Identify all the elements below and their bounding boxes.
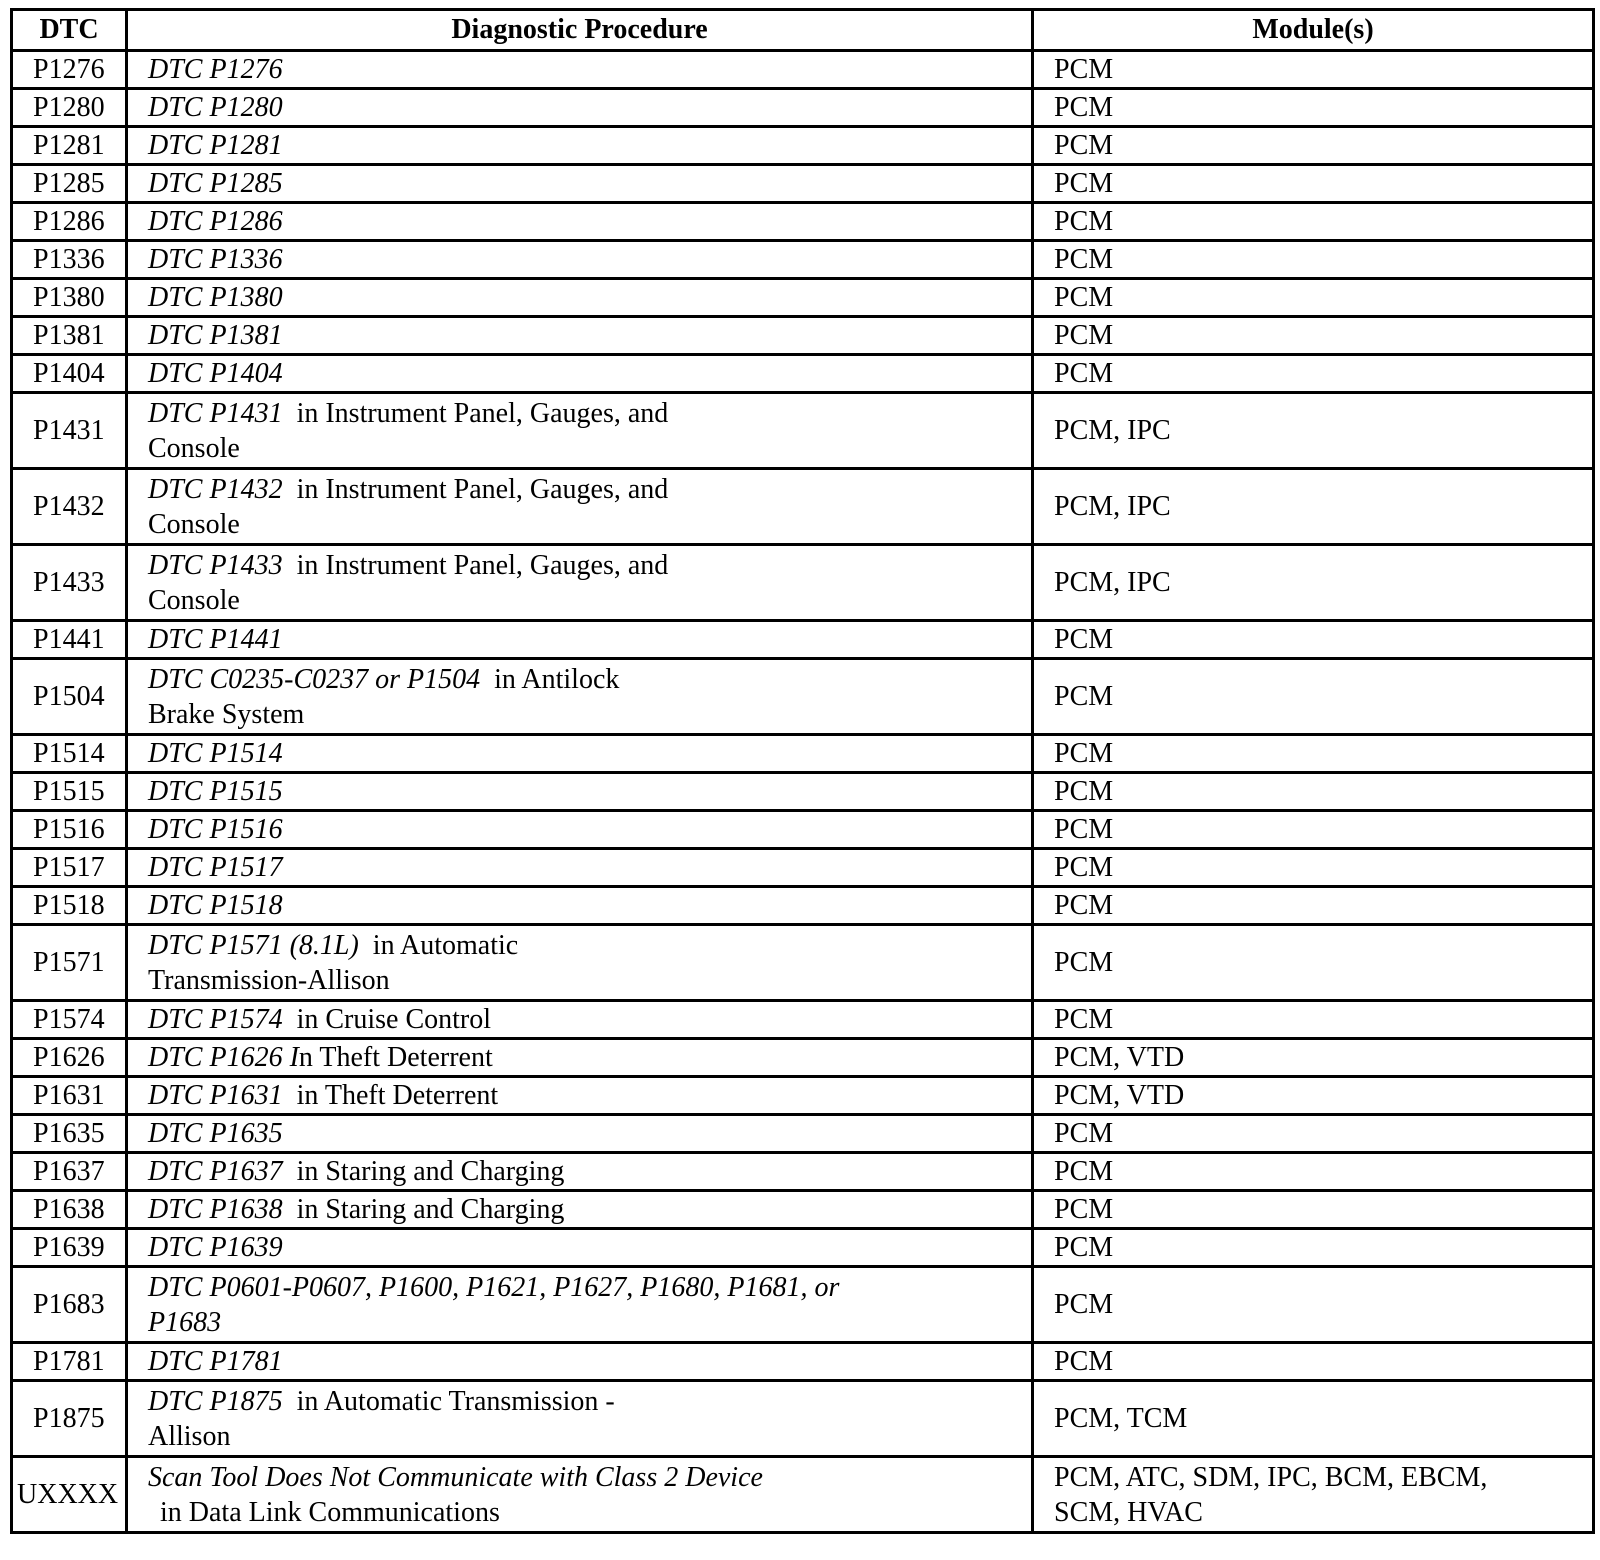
diagnostic-procedure: [127, 1077, 1033, 1115]
modules-line: PCM: [1054, 320, 1114, 351]
dtc-code: P1514: [12, 735, 127, 773]
dtc-code: P1280: [12, 89, 127, 127]
spacer: [359, 930, 373, 961]
procedure-line: [148, 280, 1023, 315]
diagnostic-procedure: [127, 203, 1033, 241]
procedure-link[interactable]: DTC P1380: [148, 282, 283, 313]
table-row: [12, 51, 1594, 89]
table-row: [12, 1381, 1594, 1457]
procedure-line: [148, 1230, 1023, 1265]
procedure-link[interactable]: DTC P1781: [148, 1346, 283, 1377]
spacer: [283, 1004, 297, 1035]
modules: [1033, 1153, 1594, 1191]
procedure-link[interactable]: DTC P1574: [148, 1004, 283, 1035]
modules: [1033, 1039, 1594, 1077]
modules-line: PCM: [1054, 890, 1114, 921]
procedure-link[interactable]: DTC P1875: [148, 1385, 283, 1417]
dtc-code: P1517: [12, 849, 127, 887]
diagnostic-procedure: [127, 811, 1033, 849]
procedure-link[interactable]: DTC P1516: [148, 814, 283, 845]
modules: [1033, 1343, 1594, 1381]
dtc-table: [10, 8, 1595, 1534]
modules-line: PCM: [1054, 681, 1114, 712]
table-row: [12, 279, 1594, 317]
modules-line: PCM: [1054, 1156, 1114, 1187]
diagnostic-procedure: [127, 1039, 1033, 1077]
table-row: [12, 1001, 1594, 1039]
diagnostic-procedure: [127, 1191, 1033, 1229]
dtc-code: P1281: [12, 127, 127, 165]
procedure-line: [148, 622, 1023, 657]
spacer: [283, 550, 297, 581]
modules-line: PCM: [1054, 624, 1114, 655]
dtc-code: P1631: [12, 1077, 127, 1115]
spacer: [283, 1080, 297, 1111]
dtc-code: P1504: [12, 659, 127, 735]
dtc-code: P1336: [12, 241, 127, 279]
diagnostic-procedure: [127, 241, 1033, 279]
modules: [1033, 203, 1594, 241]
modules: [1033, 127, 1594, 165]
table-row: [12, 1267, 1594, 1343]
diagnostic-procedure: [127, 621, 1033, 659]
procedure-location: in Automatic: [372, 929, 519, 961]
modules: [1033, 1191, 1594, 1229]
procedure-link[interactable]: DTC P1432: [148, 473, 283, 505]
dtc-code: P1380: [12, 279, 127, 317]
diagnostic-procedure: [127, 393, 1033, 469]
modules: [1033, 1115, 1594, 1153]
procedure-link[interactable]: DTC P1518: [148, 890, 283, 921]
procedure-line: [148, 1078, 1023, 1113]
diagnostic-procedure: [127, 773, 1033, 811]
diagnostic-procedure: [127, 165, 1033, 203]
table-row: [12, 1153, 1594, 1191]
dtc-code: P1875: [12, 1381, 127, 1457]
modules: [1033, 279, 1594, 317]
dtc-code: P1441: [12, 621, 127, 659]
procedure-link[interactable]: DTC P1515: [148, 776, 283, 807]
dtc-code: P1639: [12, 1229, 127, 1267]
table-row: [12, 317, 1594, 355]
modules-line: PCM, IPC: [1054, 567, 1171, 598]
dtc-code: P1404: [12, 355, 127, 393]
modules-line: PCM: [1054, 814, 1114, 845]
modules-line: PCM: [1054, 1118, 1114, 1149]
procedure-line: [148, 928, 1023, 963]
table-row: [12, 545, 1594, 621]
procedure-line-2: Allison: [148, 1420, 231, 1452]
diagnostic-procedure: [127, 849, 1033, 887]
procedure-line: [148, 1460, 1023, 1495]
procedure-line: [148, 472, 1023, 507]
diagnostic-procedure: [127, 279, 1033, 317]
spacer: [283, 474, 297, 505]
dtc-code: P1518: [12, 887, 127, 925]
modules: [1033, 849, 1594, 887]
procedure-location: in Staring and Charging: [296, 1194, 565, 1225]
procedure-location: in Staring and Charging: [296, 1156, 565, 1187]
header-dtc: DTC: [12, 10, 127, 51]
procedure-line: [148, 166, 1023, 201]
modules: [1033, 1001, 1594, 1039]
dtc-code: P1516: [12, 811, 127, 849]
modules: [1033, 51, 1594, 89]
modules: [1033, 735, 1594, 773]
modules: [1033, 393, 1594, 469]
table-row: [12, 1343, 1594, 1381]
procedure-link[interactable]: DTC P1336: [148, 244, 283, 275]
procedure-line: [148, 318, 1023, 353]
table-row: [12, 659, 1594, 735]
table-row: [12, 203, 1594, 241]
table-row: [12, 1115, 1594, 1153]
modules: [1033, 355, 1594, 393]
procedure-link[interactable]: DTC P1281: [148, 130, 283, 161]
table-row: [12, 887, 1594, 925]
table-row: [12, 89, 1594, 127]
dtc-code: P1515: [12, 773, 127, 811]
modules-line: PCM: [1054, 206, 1114, 237]
diagnostic-procedure: [127, 545, 1033, 621]
procedure-line-2: in Data Link Communications: [160, 1496, 500, 1528]
procedure-link[interactable]: DTC P1631: [148, 1080, 283, 1111]
procedure-line: [148, 1154, 1023, 1189]
dtc-code: P1431: [12, 393, 127, 469]
modules-line: PCM: [1054, 282, 1114, 313]
procedure-line: [148, 1002, 1023, 1037]
diagnostic-procedure: [127, 1229, 1033, 1267]
procedure-location: n Theft Deterrent: [298, 1042, 493, 1073]
spacer: [480, 664, 494, 695]
procedure-location: in Cruise Control: [296, 1004, 492, 1035]
diagnostic-procedure: [127, 659, 1033, 735]
modules: [1033, 773, 1594, 811]
procedure-line: [148, 548, 1023, 583]
diagnostic-procedure: [127, 1001, 1033, 1039]
modules-line: PCM: [1054, 776, 1114, 807]
procedure-link[interactable]: DTC P1571 (8.1L): [148, 929, 359, 961]
procedure-line-2: Console: [148, 432, 240, 464]
procedure-line: [148, 204, 1023, 239]
diagnostic-procedure: [127, 1381, 1033, 1457]
table-row: [12, 127, 1594, 165]
modules-line: PCM, VTD: [1054, 1080, 1185, 1111]
modules: [1033, 469, 1594, 545]
procedure-line-2: Brake System: [148, 698, 305, 730]
diagnostic-procedure: [127, 317, 1033, 355]
dtc-table-container: [10, 8, 1592, 1534]
procedure-line: [148, 52, 1023, 87]
diagnostic-procedure: [127, 1457, 1033, 1533]
modules-line: PCM, VTD: [1054, 1042, 1185, 1073]
modules-line: PCM: [1054, 130, 1114, 161]
spacer: [283, 1156, 297, 1187]
table-body: [12, 51, 1594, 1533]
procedure-location: in Automatic Transmission -: [296, 1385, 615, 1417]
table-row: [12, 1229, 1594, 1267]
table-row: [12, 621, 1594, 659]
table-row: [12, 773, 1594, 811]
spacer: [283, 398, 297, 429]
table-row: [12, 1077, 1594, 1115]
procedure-link[interactable]: DTC P1404: [148, 358, 283, 389]
modules: [1033, 887, 1594, 925]
procedure-link[interactable]: DTC P1637: [148, 1156, 283, 1187]
procedure-link[interactable]: DTC P1514: [148, 738, 283, 769]
modules-line: PCM: [1054, 1232, 1114, 1263]
diagnostic-procedure: [127, 127, 1033, 165]
procedure-link[interactable]: DTC P1441: [148, 624, 283, 655]
procedure-line: [148, 242, 1023, 277]
modules: [1033, 1457, 1594, 1533]
procedure-line: [148, 1116, 1023, 1151]
table-row: [12, 165, 1594, 203]
procedure-line: [148, 396, 1023, 431]
modules: [1033, 241, 1594, 279]
procedure-link[interactable]: DTC P1635: [148, 1118, 283, 1149]
procedure-link[interactable]: DTC P1626 I: [148, 1042, 299, 1073]
procedure-line: [148, 356, 1023, 391]
procedure-link[interactable]: DTC P0601-P0607, P1600, P1621, P1627, P1680, P1681, or: [148, 1271, 840, 1303]
procedure-line: [148, 774, 1023, 809]
modules-line: PCM: [1054, 1194, 1114, 1225]
modules-line: PCM: [1054, 852, 1114, 883]
modules: [1033, 89, 1594, 127]
dtc-code: P1433: [12, 545, 127, 621]
dtc-code: P1781: [12, 1343, 127, 1381]
modules: [1033, 811, 1594, 849]
modules: [1033, 317, 1594, 355]
procedure-location: in Instrument Panel, Gauges, and: [296, 397, 669, 429]
dtc-code: UXXXX: [12, 1457, 127, 1533]
procedure-line-2: Transmission-Allison: [148, 964, 390, 996]
table-row: [12, 811, 1594, 849]
diagnostic-procedure: [127, 887, 1033, 925]
modules-line: PCM, IPC: [1054, 491, 1171, 522]
modules: [1033, 1229, 1594, 1267]
header-diagnostic-procedure: Diagnostic Procedure: [127, 10, 1033, 51]
dtc-code: P1635: [12, 1115, 127, 1153]
procedure-location: in Instrument Panel, Gauges, and: [296, 473, 669, 505]
procedure-line: [148, 662, 1023, 697]
procedure-line: [148, 812, 1023, 847]
procedure-line: [148, 1270, 1023, 1305]
procedure-line-2: Console: [148, 508, 240, 540]
procedure-link[interactable]: DTC P1517: [148, 852, 283, 883]
dtc-code: P1285: [12, 165, 127, 203]
diagnostic-procedure: [127, 51, 1033, 89]
modules-line-2: SCM, HVAC: [1054, 1496, 1203, 1528]
dtc-code: P1381: [12, 317, 127, 355]
header-modules: Module(s): [1033, 10, 1594, 51]
diagnostic-procedure: [127, 1267, 1033, 1343]
procedure-link[interactable]: DTC C0235-C0237 or P1504: [148, 663, 481, 695]
procedure-link[interactable]: DTC P1433: [148, 549, 283, 581]
modules-line: PCM: [1054, 358, 1114, 389]
modules-line: PCM: [1054, 1004, 1114, 1035]
modules: [1033, 1077, 1594, 1115]
diagnostic-procedure: [127, 1115, 1033, 1153]
dtc-code: P1571: [12, 925, 127, 1001]
modules: [1033, 1267, 1594, 1343]
procedure-line: [148, 888, 1023, 923]
procedure-link[interactable]: DTC P1286: [148, 206, 283, 237]
modules-line: PCM, ATC, SDM, IPC, BCM, EBCM,: [1054, 1461, 1488, 1493]
spacer: [283, 1194, 297, 1225]
dtc-code: P1286: [12, 203, 127, 241]
procedure-link[interactable]: DTC P1381: [148, 320, 283, 351]
procedure-line: [148, 1040, 1023, 1075]
procedure-line: [148, 850, 1023, 885]
diagnostic-procedure: [127, 355, 1033, 393]
modules-line: PCM, IPC: [1054, 415, 1171, 446]
table-row: [12, 925, 1594, 1001]
modules-line: PCM, TCM: [1054, 1403, 1188, 1434]
procedure-link[interactable]: DTC P1285: [148, 168, 283, 199]
modules-line: PCM: [1054, 54, 1114, 85]
procedure-line: [148, 1192, 1023, 1227]
modules-line: PCM: [1054, 168, 1114, 199]
diagnostic-procedure: [127, 1343, 1033, 1381]
table-row: [12, 393, 1594, 469]
diagnostic-procedure: [127, 735, 1033, 773]
table-row: [12, 1457, 1594, 1533]
dtc-code: P1432: [12, 469, 127, 545]
modules: [1033, 925, 1594, 1001]
procedure-line: [148, 1384, 1023, 1419]
table-row: [12, 735, 1594, 773]
table-header-row: [12, 10, 1594, 51]
procedure-line: [148, 90, 1023, 125]
modules-line: PCM: [1054, 1289, 1114, 1320]
procedure-link[interactable]: DTC P1638: [148, 1194, 283, 1225]
procedure-link[interactable]: DTC P1639: [148, 1232, 283, 1263]
table-row: [12, 241, 1594, 279]
procedure-location: in Antilock: [494, 663, 620, 695]
procedure-location: in Instrument Panel, Gauges, and: [296, 549, 669, 581]
modules-line: PCM: [1054, 244, 1114, 275]
procedure-line-2[interactable]: P1683: [148, 1306, 222, 1338]
dtc-code: P1637: [12, 1153, 127, 1191]
dtc-code: P1276: [12, 51, 127, 89]
modules: [1033, 545, 1594, 621]
table-row: [12, 1039, 1594, 1077]
table-row: [12, 849, 1594, 887]
dtc-code: P1683: [12, 1267, 127, 1343]
dtc-code: P1638: [12, 1191, 127, 1229]
modules: [1033, 621, 1594, 659]
diagnostic-procedure: [127, 925, 1033, 1001]
procedure-line: [148, 736, 1023, 771]
modules: [1033, 659, 1594, 735]
procedure-line: [148, 128, 1023, 163]
diagnostic-procedure: [127, 1153, 1033, 1191]
modules-line: PCM: [1054, 1346, 1114, 1377]
procedure-location: in Theft Deterrent: [296, 1080, 499, 1111]
dtc-code: P1574: [12, 1001, 127, 1039]
procedure-link[interactable]: DTC P1280: [148, 92, 283, 123]
modules: [1033, 165, 1594, 203]
table-row: [12, 355, 1594, 393]
modules-line: PCM: [1054, 947, 1114, 978]
procedure-line: [148, 1344, 1023, 1379]
procedure-link[interactable]: Scan Tool Does Not Communicate with Class 2 Device: [148, 1461, 763, 1493]
table-row: [12, 469, 1594, 545]
spacer: [283, 1386, 297, 1417]
dtc-code: P1626: [12, 1039, 127, 1077]
table-row: [12, 1191, 1594, 1229]
diagnostic-procedure: [127, 89, 1033, 127]
modules: [1033, 1381, 1594, 1457]
diagnostic-procedure: [127, 469, 1033, 545]
procedure-line-2: Console: [148, 584, 240, 616]
procedure-link[interactable]: DTC P1431: [148, 397, 283, 429]
modules-line: PCM: [1054, 92, 1114, 123]
procedure-link[interactable]: DTC P1276: [148, 54, 283, 85]
modules-line: PCM: [1054, 738, 1114, 769]
